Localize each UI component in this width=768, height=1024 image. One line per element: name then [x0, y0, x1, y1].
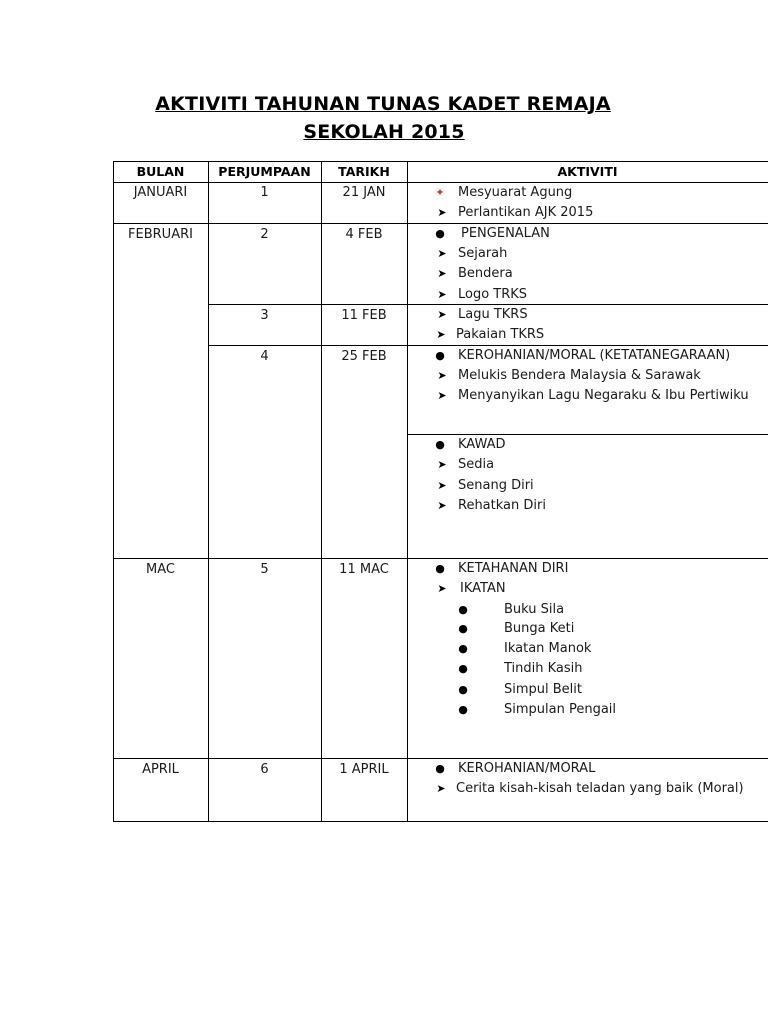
dot-bullet-icon: ● — [435, 349, 445, 362]
arrow-bullet-icon: ➤ — [436, 782, 446, 795]
header-perjumpaan: PERJUMPAAN — [218, 164, 311, 179]
arrow-bullet-icon: ➤ — [437, 206, 447, 219]
activity-heading: KAWAD — [458, 437, 506, 452]
month-april: APRIL — [142, 762, 179, 777]
activity-heading: KETAHANAN DIRI — [458, 561, 569, 576]
table-border-left — [113, 161, 114, 822]
month-januari: JANUARI — [133, 185, 188, 200]
activity-item: Simpul Belit — [504, 682, 582, 697]
activity-subheading: IKATAN — [460, 581, 506, 596]
dot-bullet-icon: ● — [435, 562, 445, 575]
dot-bullet-icon: ● — [435, 438, 445, 451]
activity-item: Buku Sila — [504, 602, 565, 617]
activity-item: Mesyuarat Agung — [458, 185, 573, 200]
meeting-number: 5 — [260, 562, 269, 577]
meeting-number: 1 — [260, 185, 269, 200]
document-subtitle: SEKOLAH 2015 — [303, 121, 465, 143]
activity-item: Cerita kisah-kisah teladan yang baik (Moral) — [456, 781, 744, 796]
activity-heading: PENGENALAN — [461, 226, 550, 241]
header-bulan: BULAN — [136, 164, 185, 179]
activity-item: Rehatkan Diri — [458, 498, 546, 513]
meeting-number: 6 — [260, 762, 269, 777]
header-tarikh: TARIKH — [338, 164, 390, 179]
dot-bullet-icon: ● — [458, 642, 468, 655]
meeting-number: 2 — [260, 227, 269, 242]
activity-item: Bunga Keti — [504, 621, 575, 636]
meeting-date: 11 MAC — [339, 562, 389, 577]
activity-heading: KEROHANIAN/MORAL — [458, 761, 596, 776]
month-mac: MAC — [146, 562, 175, 577]
dot-bullet-icon: ● — [458, 662, 468, 675]
activity-heading: KEROHANIAN/MORAL (KETATANEGARAAN) — [458, 348, 731, 363]
arrow-bullet-icon: ➤ — [437, 267, 447, 280]
header-aktiviti: AKTIVITI — [557, 164, 618, 179]
activity-item: Pakaian TKRS — [456, 327, 545, 342]
column-divider — [407, 161, 408, 822]
activity-item: Perlantikan AJK 2015 — [458, 205, 594, 220]
arrow-bullet-icon: ➤ — [437, 389, 447, 402]
arrow-bullet-icon: ➤ — [437, 499, 447, 512]
activity-item: Melukis Bendera Malaysia & Sarawak — [458, 368, 701, 383]
arrow-bullet-icon: ➤ — [437, 479, 447, 492]
dot-bullet-icon: ● — [435, 762, 445, 775]
activity-item: Ikatan Manok — [504, 641, 592, 656]
dot-bullet-icon: ● — [458, 683, 468, 696]
meeting-date: 25 FEB — [341, 349, 387, 364]
meeting-date: 21 JAN — [342, 185, 386, 200]
arrow-bullet-icon: ➤ — [437, 308, 447, 321]
dot-bullet-icon: ● — [458, 703, 468, 716]
activity-item: Lagu TKRS — [458, 307, 528, 322]
table-border-bottom — [113, 821, 768, 822]
arrow-bullet-icon: ➤ — [437, 458, 447, 471]
column-divider — [208, 161, 209, 822]
meeting-date: 1 APRIL — [339, 762, 389, 777]
dot-bullet-icon: ● — [435, 227, 445, 240]
arrow-bullet-icon: ➤ — [437, 369, 447, 382]
document-title: AKTIVITI TAHUNAN TUNAS KADET REMAJA — [155, 93, 611, 115]
activity-item: Menyanyikan Lagu Negaraku & Ibu Pertiwiku — [458, 388, 749, 403]
arrow-bullet-icon: ➤ — [437, 247, 447, 260]
arrow-bullet-icon: ➤ — [437, 582, 447, 595]
meeting-date: 4 FEB — [345, 227, 383, 242]
activity-item: Tindih Kasih — [504, 661, 583, 676]
activity-item: Sejarah — [458, 246, 508, 261]
dot-bullet-icon: ● — [458, 622, 468, 635]
dot-bullet-icon: ● — [458, 603, 468, 616]
month-februari: FEBRUARI — [128, 227, 193, 242]
activity-item: Logo TRKS — [458, 287, 528, 302]
column-divider — [321, 161, 322, 822]
meeting-date: 11 FEB — [341, 308, 387, 323]
arrow-bullet-icon: ➤ — [437, 288, 447, 301]
star-bullet-icon: ✦ — [435, 186, 445, 199]
activity-item: Bendera — [458, 266, 513, 281]
arrow-bullet-icon: ➤ — [436, 328, 446, 341]
activity-item: Sedia — [458, 457, 495, 472]
meeting-number: 4 — [260, 349, 269, 364]
meeting-number: 3 — [260, 308, 269, 323]
activity-item: Senang Diri — [458, 478, 534, 493]
activity-item: Simpulan Pengail — [504, 702, 617, 717]
